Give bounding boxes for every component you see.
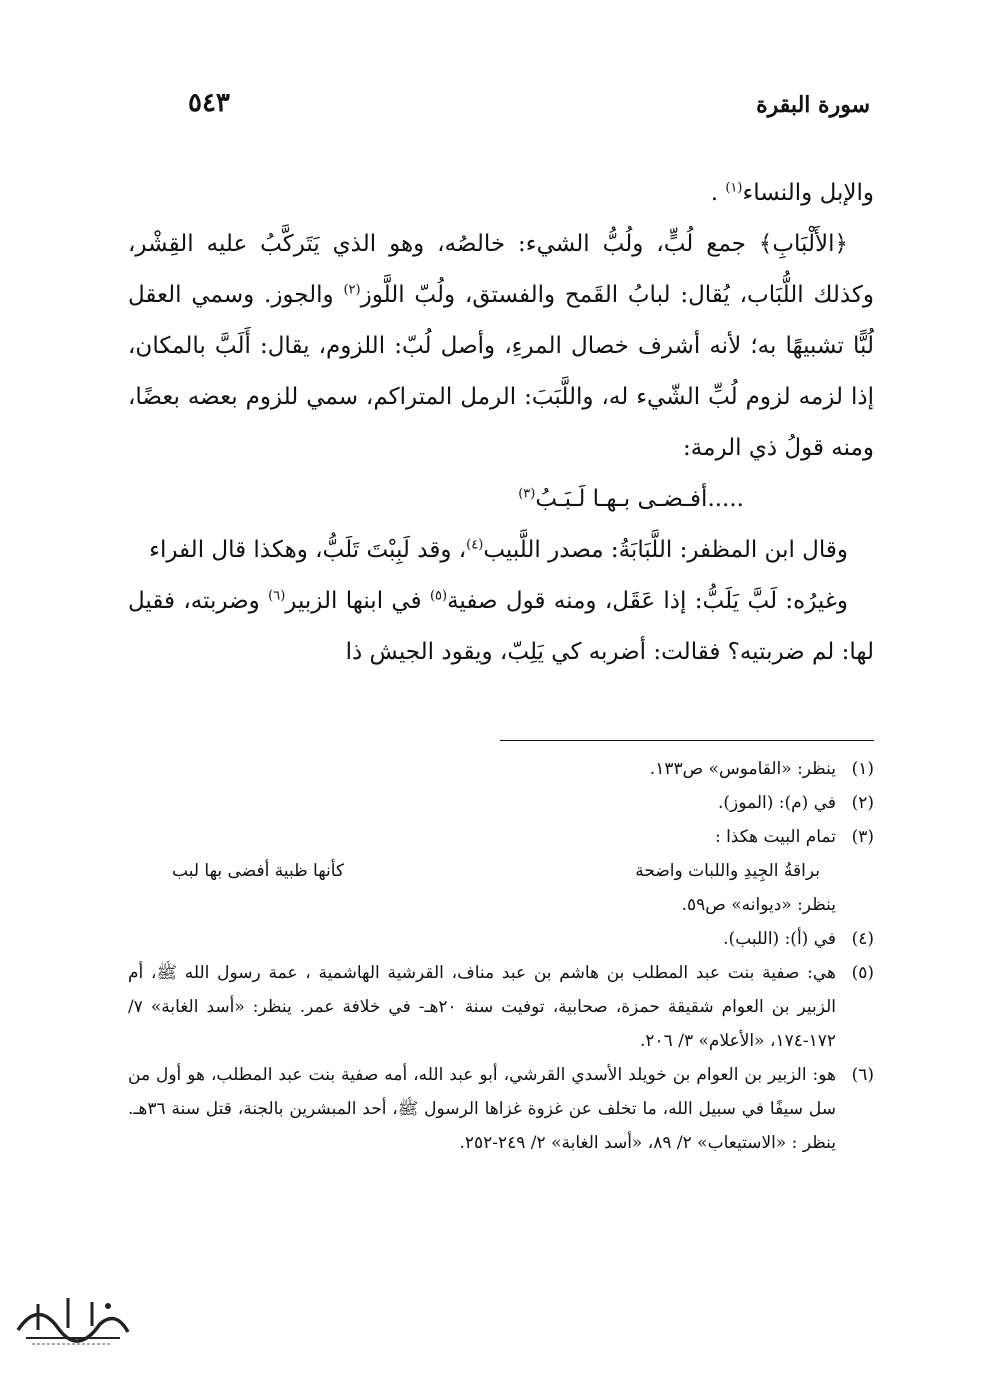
footnote-text: هو: الزبير بن العوام بن خويلد الأسدي القرشي، أبو عبد الله، أمه صفية بنت عبد المطلب، هو أول من سل سيفًا في سبيل الله، ما تخلف عن غزوة غزاها الرسول ﷺ، أحد المبشرين بالجنة، قتل سنة ٣٦هـ. ينظر : «الاستيعاب» ٢/ ٨٩، «أسد الغابة» ٢/ ٢٤٩-٢٥٢.: [128, 1065, 836, 1153]
footnote-number: (٦): [851, 1065, 874, 1085]
paragraph: [128, 168, 874, 219]
footnote-ref[interactable]: (٤): [466, 537, 484, 553]
footnotes: [128, 752, 874, 1160]
text-run: ﴿الأَلْبَابِ﴾ جمع لُبٍّ، ولُبُّ الشيء: خالصُه، وهو الذي يَتَركَّبُ عليه القِشْر، وكذلك اللُّبَاب، يُقال: لبابُ القَمح والفستق، ولُبّ اللَّوز: [128, 231, 874, 308]
paragraph: [128, 219, 874, 474]
footnote-text: هي: صفية بنت عبد المطلب بن هاشم بن عبد مناف، القرشية الهاشمية ، عمة رسول الله ﷺ، أم الزبير بن العوام شقيقة حمزة، صحابية، توفيت سنة ٢٠هـ- في خلافة عمر. ينظر: «أسد الغابة» ٧/ ١٧٢-١٧٤، «الأعلام» ٣/ ٢٠٦.: [128, 963, 836, 1051]
paragraph: [128, 525, 874, 576]
text-run: في ابنها الزبير: [285, 588, 430, 614]
paragraph: [128, 576, 874, 678]
footnote-text: في (م): (الموز).: [717, 793, 836, 813]
spacer: [836, 888, 874, 922]
poem-hemistich: كأنها ظبية أفضى بها لبب: [172, 861, 345, 881]
poem-verse: [128, 854, 874, 888]
text-run: وغيرُه: لَبَّ يَلَبُّ: إذا عَقَل، ومنه قول صفية: [447, 588, 848, 614]
text-run: وقال ابن المظفر: اللَّبَابَةُ: مصدر اللَّبيب: [483, 537, 848, 563]
footnote-text: تمام البيت هكذا :: [714, 827, 836, 847]
calligraphy-logo: [8, 1290, 136, 1350]
text-run: ، وقد لَبِبْتَ تَلَبُّ، وهكذا قال الفراء: [149, 537, 467, 563]
footnote-number: (٥): [851, 963, 874, 983]
footnote-number: (٤): [851, 929, 874, 949]
footnote: [128, 1058, 874, 1160]
poem-source: [128, 888, 874, 922]
text-run: وضربته، فقيل لها: لم ضربتيه؟ فقالت: أضربه كي يَلِبّ، ويقود الجيش ذا: [128, 588, 874, 665]
footnote: [128, 956, 874, 1058]
verse-line: [128, 474, 874, 525]
text-run: والجوز. وسمي العقل لُبًّا تشبيهًا به؛ لأنه أشرف خصال المرءِ، وأصل لُبّ: اللزوم، يقال: أَلَبَّ بالمكان، إذا لزمه لزوم لُبِّ الشّيء له، واللَّبَبَ: الرمل المتراكم، سمي للزوم بعضه بعضًا، ومنه قولُ ذي الرمة:: [128, 282, 874, 461]
footnote-number: (٢): [851, 793, 874, 813]
footnote-text: في (أ): (اللبب).: [723, 929, 836, 949]
footnote: [128, 752, 874, 786]
page-number: ٥٤٣: [188, 88, 230, 118]
footnote-ref[interactable]: (٢): [343, 282, 361, 298]
footnote-ref[interactable]: (٥): [429, 588, 448, 604]
footnote-ref[interactable]: (٦): [268, 588, 286, 604]
footnote: [128, 786, 874, 820]
footnote: [128, 922, 874, 956]
footnote-separator: [500, 740, 874, 741]
footnote-ref[interactable]: (٣): [518, 486, 536, 502]
footnote-ref[interactable]: (١): [725, 180, 743, 196]
footnote-number: (٣): [851, 827, 874, 847]
text-run: .: [710, 180, 726, 206]
text-run: والإبل والنساء: [742, 180, 874, 206]
verse-text: .....أفـضـى بـهـا لَـبَـبُ: [535, 486, 744, 512]
footnote: [128, 820, 874, 854]
footnote-text: ينظر: «القاموس» ص١٣٣.: [649, 759, 836, 779]
footnote-number: (١): [851, 759, 874, 779]
main-text: [128, 168, 874, 678]
running-header-surah: سورة البقرة: [756, 92, 870, 118]
poem-hemistich: براقةُ الجِيدِ واللبات واضحة: [635, 861, 820, 881]
footnote-text: ينظر: «ديوانه» ص٥٩.: [681, 895, 836, 915]
